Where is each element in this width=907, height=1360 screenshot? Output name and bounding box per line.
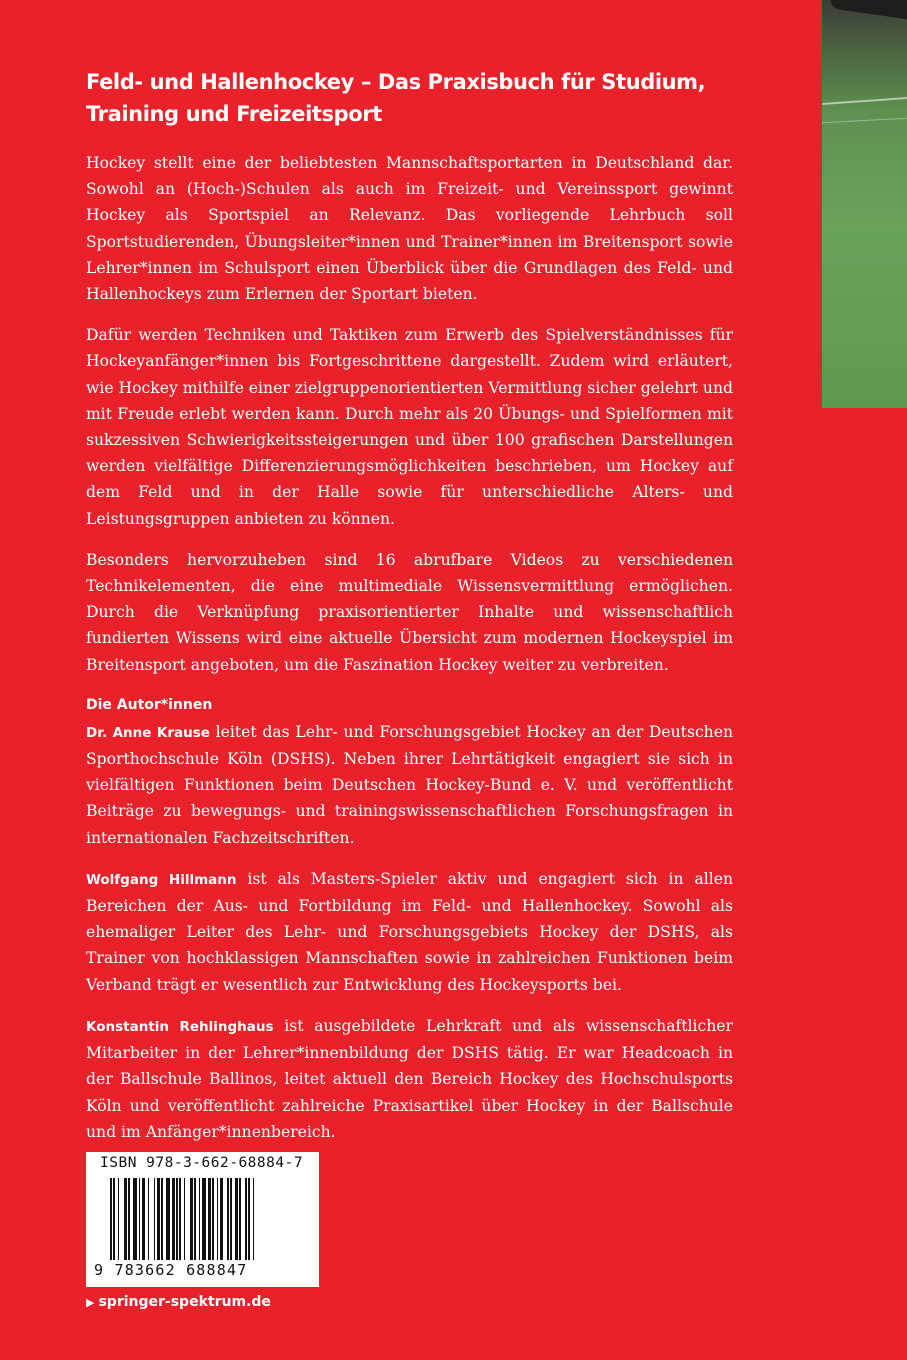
isbn-label: ISBN 978-3-662-68884-7	[100, 1155, 304, 1171]
isbn-barcode	[86, 1152, 319, 1287]
publisher-url-text: springer-spektrum.de	[98, 1294, 271, 1310]
cover-photo	[822, 0, 907, 408]
blurb-paragraph: Besonders hervorzuheben sind 16 abrufbare Videos zu verschiedenen Technikelementen, die eine multimediale Wissensvermittlung ermöglichen. Durch die Verknüpfung praxisorientierter Inhalte und wissenschaftlich fundierten Wissens wird eine aktuelle Übersicht zum modernen Hockeyspiel im Breitensport angeboten, um die Faszination Hockey weiter zu verbreiten.	[86, 550, 733, 674]
blurb-content	[86, 150, 733, 1160]
publisher-url[interactable]	[86, 1294, 271, 1310]
field-line	[822, 97, 907, 105]
blurb-paragraph: Hockey stellt eine der beliebtesten Mannschaftsportarten in Deutschland dar. Sowohl an (Hoch-)Schulen als auch im Freizeit- und Vereinssport gewinnt Hockey als Sportspiel an Relevanz. Das vorliegende Lehrbuch soll Sportstudierenden, Übungsleiter*innen und Trainer*innen im Breitensport sowie Lehrer*innen im Schulsport einen Überblick über die Grundlagen des Feld- und Hallenhockeys zum Erlernen der Sportart bieten.	[86, 154, 733, 304]
author-bio	[86, 866, 733, 998]
author-bio-text: ist als Masters-Spieler aktiv und engagiert sich in allen Bereichen der Aus- und Fortbildung im Feld- und Hallenhockey. Sowohl als ehemaliger Leiter des Lehr- und Forschungsgebiets Hockey der DSHS, als Trainer von hochklassigen Mannschaften sowie in zahlreichen Funktionen beim Verband trägt er wesentlich zur Entwicklung des Hockeysports bei.	[86, 869, 733, 994]
barcode-digits: 9 783662 688847	[94, 1261, 248, 1279]
author-name: Dr. Anne Krause	[86, 724, 210, 741]
field-line	[822, 118, 907, 123]
author-name: Wolfgang Hillmann	[86, 871, 237, 888]
author-name: Konstantin Rehlinghaus	[86, 1018, 274, 1035]
barcode-bars	[110, 1178, 306, 1260]
hockey-stick-image	[829, 0, 907, 24]
author-bio-text: ist ausgebildete Lehrkraft und als wissenschaftlicher Mitarbeiter in der Lehrer*innenbildung der DSHS tätig. Er war Headcoach in der Ballschule Ballinos, leitet aktuell den Bereich Hockey des Hochschulsports Köln und veröffentlicht zahlreiche Praxisartikel über Hockey in der Ballschule und im Anfänger*innenbereich.	[86, 1016, 733, 1141]
author-bio	[86, 1013, 733, 1145]
authors-heading: Die Autor*innen	[86, 696, 213, 713]
author-bio	[86, 719, 733, 851]
author-bio-text: leitet das Lehr- und Forschungsgebiet Hockey an der Deutschen Sporthochschule Köln (DSHS). Neben ihrer Lehrtätigkeit engagiert sie sich in vielfältigen Funktionen beim Deutschen Hockey-Bund e. V. und veröffentlicht Beiträge zu bewegungs- und trainingswissenschaftlichen Forschungsfragen in internationalen Fachzeitschriften.	[86, 722, 733, 847]
barcode-bar	[254, 1178, 256, 1260]
blurb-paragraph: Dafür werden Techniken und Taktiken zum Erwerb des Spielverständnisses für Hockeyanfänger*innen bis Fortgeschrittene dargestellt. Zudem wird erläutert, wie Hockey mithilfe einer zielgruppenorientierten Vermittlung sicher gelehrt und mit Freude erlebt werden kann. Durch mehr als 20 Übungs- und Spielformen mit sukzessiven Schwierigkeitssteigerungen und über 100 grafischen Darstellungen werden vielfältige Differenzierungsmöglichkeiten beschrieben, um Hockey auf dem Feld und in der Halle sowie für unterschiedliche Alters- und Leistungsgruppen anbieten zu können.	[86, 326, 733, 528]
arrow-icon: ▶	[86, 1296, 95, 1309]
book-title: Feld- und Hallenhockey – Das Praxisbuch für Studium, Training und Freizeitsport	[86, 70, 706, 126]
